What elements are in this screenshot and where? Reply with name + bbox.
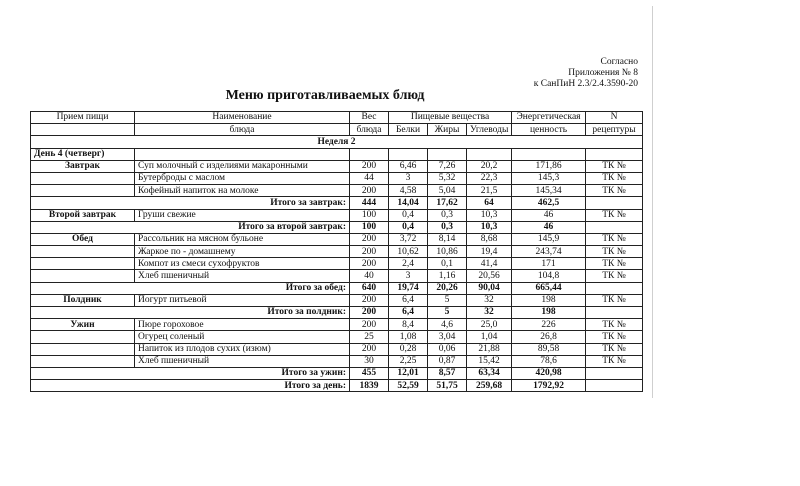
dish-energy: 198: [512, 294, 586, 306]
col-header-weight: Вес: [350, 112, 389, 124]
dish-fat: 1,16: [428, 270, 467, 282]
dish-energy: 145,34: [512, 185, 586, 197]
table-row: [31, 343, 643, 355]
dish-name: Груши свежие: [135, 209, 350, 221]
table-row: [31, 233, 643, 245]
dish-fat: 0,06: [428, 343, 467, 355]
table-cell: [31, 270, 135, 282]
table-cell: [389, 148, 428, 160]
dish-protein: 0,4: [389, 209, 428, 221]
day-total-energy: 1792,92: [512, 380, 586, 392]
dish-energy: 89,58: [512, 343, 586, 355]
dish-recipe: ТК №: [586, 246, 643, 258]
col-header-name-cont: блюда: [135, 124, 350, 136]
total-row: [31, 282, 643, 294]
dish-fat: 8,14: [428, 233, 467, 245]
dish-fat: 5: [428, 294, 467, 306]
dish-carbs: 1,04: [467, 331, 512, 343]
total-weight: 455: [350, 367, 389, 379]
dish-recipe: ТК №: [586, 331, 643, 343]
total-protein: 14,04: [389, 197, 428, 209]
meal-label: Второй завтрак: [31, 209, 135, 221]
col-header-meal: Прием пищи: [31, 112, 135, 124]
dish-weight: 25: [350, 331, 389, 343]
col-header-protein: Белки: [389, 124, 428, 136]
table-cell: [31, 343, 135, 355]
table-cell: [586, 282, 643, 294]
dish-weight: 200: [350, 233, 389, 245]
dish-weight: 44: [350, 172, 389, 184]
dish-fat: 4,6: [428, 319, 467, 331]
dish-protein: 8,4: [389, 319, 428, 331]
table-cell: [512, 148, 586, 160]
table-row: [31, 246, 643, 258]
table-cell: [31, 185, 135, 197]
dish-name: Компот из смеси сухофруктов: [135, 258, 350, 270]
dish-energy: 46: [512, 209, 586, 221]
dish-energy: 171: [512, 258, 586, 270]
dish-energy: 243,74: [512, 246, 586, 258]
dish-carbs: 25,0: [467, 319, 512, 331]
dish-name: Кофейный напиток на молоке: [135, 185, 350, 197]
dish-energy: 145,3: [512, 172, 586, 184]
table-cell: [586, 197, 643, 209]
total-energy: 420,98: [512, 367, 586, 379]
dish-recipe: ТК №: [586, 172, 643, 184]
dish-weight: 200: [350, 185, 389, 197]
table-cell: [586, 148, 643, 160]
dish-recipe: ТК №: [586, 185, 643, 197]
table-cell: [467, 148, 512, 160]
dish-energy: 78,6: [512, 355, 586, 367]
dish-weight: 200: [350, 258, 389, 270]
table-row: [31, 331, 643, 343]
dish-name: Пюре гороховое: [135, 319, 350, 331]
dish-fat: 5,32: [428, 172, 467, 184]
dish-recipe: ТК №: [586, 294, 643, 306]
total-energy: 665,44: [512, 282, 586, 294]
dish-protein: 3: [389, 270, 428, 282]
total-fat: 0,3: [428, 221, 467, 233]
col-header-name: Наименование: [135, 112, 350, 124]
dish-weight: 200: [350, 160, 389, 172]
table-row: [31, 270, 643, 282]
dish-fat: 5,04: [428, 185, 467, 197]
total-fat: 8,57: [428, 367, 467, 379]
total-energy: 462,5: [512, 197, 586, 209]
table-cell: [31, 246, 135, 258]
dish-carbs: 19,4: [467, 246, 512, 258]
dish-name: Напиток из плодов сухих (изюм): [135, 343, 350, 355]
dish-fat: 10,86: [428, 246, 467, 258]
col-header-energy-cont: ценность: [512, 124, 586, 136]
total-carbs: 10,3: [467, 221, 512, 233]
dish-weight: 200: [350, 246, 389, 258]
total-label: Итого за завтрак:: [31, 197, 350, 209]
total-weight: 444: [350, 197, 389, 209]
dish-name: Йогурт питьевой: [135, 294, 350, 306]
dish-carbs: 15,42: [467, 355, 512, 367]
total-weight: 200: [350, 307, 389, 319]
total-row: [31, 367, 643, 379]
total-label: Итого за ужин:: [31, 367, 350, 379]
table-row: [31, 160, 643, 172]
day-total-fat: 51,75: [428, 380, 467, 392]
approval-stamp: [534, 57, 638, 90]
dish-energy: 26,8: [512, 331, 586, 343]
table-row: [31, 319, 643, 331]
col-header-recipe: N: [586, 112, 643, 124]
table-cell: [586, 380, 643, 392]
total-label: Итого за обед:: [31, 282, 350, 294]
col-header-recipe-cont: рецептуры: [586, 124, 643, 136]
total-protein: 19,74: [389, 282, 428, 294]
dish-carbs: 22,3: [467, 172, 512, 184]
day-total-carbs: 259,68: [467, 380, 512, 392]
table-row: [31, 172, 643, 184]
total-energy: 198: [512, 307, 586, 319]
dish-carbs: 8,68: [467, 233, 512, 245]
dish-protein: 3,72: [389, 233, 428, 245]
total-label: Итого за полдник:: [31, 307, 350, 319]
dish-recipe: ТК №: [586, 355, 643, 367]
col-header-carbs: Углеводы: [467, 124, 512, 136]
total-protein: 0,4: [389, 221, 428, 233]
dish-energy: 226: [512, 319, 586, 331]
dish-name: Огурец соленый: [135, 331, 350, 343]
day-total-protein: 52,59: [389, 380, 428, 392]
total-energy: 46: [512, 221, 586, 233]
table-row: [31, 209, 643, 221]
total-fat: 17,62: [428, 197, 467, 209]
dish-recipe: ТК №: [586, 319, 643, 331]
total-carbs: 90,04: [467, 282, 512, 294]
approval-line: Приложения № 8: [568, 68, 638, 78]
table-row: [31, 294, 643, 306]
dish-protein: 2,4: [389, 258, 428, 270]
dish-carbs: 20,56: [467, 270, 512, 282]
dish-weight: 200: [350, 343, 389, 355]
total-row: [31, 197, 643, 209]
meal-label: Обед: [31, 233, 135, 245]
dish-carbs: 21,88: [467, 343, 512, 355]
dish-protein: 1,08: [389, 331, 428, 343]
col-header-weight-cont: блюда: [350, 124, 389, 136]
total-row: [31, 221, 643, 233]
page-title: Меню приготавливаемых блюд: [225, 88, 425, 103]
table-cell: [586, 221, 643, 233]
meal-label: Ужин: [31, 319, 135, 331]
total-fat: 20,26: [428, 282, 467, 294]
table-row: [31, 355, 643, 367]
table-cell: [350, 148, 389, 160]
table-row: [31, 258, 643, 270]
total-weight: 100: [350, 221, 389, 233]
dish-weight: 40: [350, 270, 389, 282]
dish-carbs: 21,5: [467, 185, 512, 197]
day-total-row: [31, 380, 643, 392]
dish-weight: 200: [350, 294, 389, 306]
header-cell: [31, 124, 135, 136]
dish-recipe: ТК №: [586, 160, 643, 172]
dish-protein: 6,46: [389, 160, 428, 172]
dish-energy: 145,9: [512, 233, 586, 245]
table-cell: [31, 172, 135, 184]
total-carbs: 32: [467, 307, 512, 319]
total-row: [31, 307, 643, 319]
day-total-label: Итого за день:: [31, 380, 350, 392]
table-cell: [31, 355, 135, 367]
dish-recipe: ТК №: [586, 343, 643, 355]
meal-label: Полдник: [31, 294, 135, 306]
dish-carbs: 10,3: [467, 209, 512, 221]
dish-recipe: ТК №: [586, 233, 643, 245]
dish-protein: 0,28: [389, 343, 428, 355]
col-header-nutrients: Пищевые вещества: [389, 112, 512, 124]
dish-carbs: 41,4: [467, 258, 512, 270]
dish-carbs: 32: [467, 294, 512, 306]
table-cell: [428, 148, 467, 160]
total-label: Итого за второй завтрак:: [31, 221, 350, 233]
col-header-fat: Жиры: [428, 124, 467, 136]
table-row: [31, 185, 643, 197]
week-label: Неделя 2: [31, 136, 643, 148]
dish-recipe: ТК №: [586, 258, 643, 270]
dish-weight: 100: [350, 209, 389, 221]
total-protein: 12,01: [389, 367, 428, 379]
dish-weight: 200: [350, 319, 389, 331]
dish-name: Хлеб пшеничный: [135, 270, 350, 282]
total-protein: 6,4: [389, 307, 428, 319]
page-edge-line: [652, 6, 653, 398]
dish-protein: 6,4: [389, 294, 428, 306]
day-total-weight: 1839: [350, 380, 389, 392]
table-cell: [31, 331, 135, 343]
week-row: [31, 136, 643, 148]
dish-protein: 10,62: [389, 246, 428, 258]
dish-protein: 3: [389, 172, 428, 184]
header-row: [31, 124, 643, 136]
day-label: День 4 (четверг): [31, 148, 135, 160]
day-row: [31, 148, 643, 160]
table-cell: [135, 148, 350, 160]
total-weight: 640: [350, 282, 389, 294]
approval-line: Согласно: [600, 57, 638, 67]
meal-label: Завтрак: [31, 160, 135, 172]
total-carbs: 63,34: [467, 367, 512, 379]
dish-weight: 30: [350, 355, 389, 367]
dish-name: Суп молочный с изделиями макаронными: [135, 160, 350, 172]
total-fat: 5: [428, 307, 467, 319]
dish-recipe: ТК №: [586, 209, 643, 221]
dish-fat: 0,3: [428, 209, 467, 221]
approval-line: к СанПиН 2.3/2.4.3590-20: [533, 79, 638, 89]
dish-protein: 4,58: [389, 185, 428, 197]
dish-name: Жаркое по - домашнему: [135, 246, 350, 258]
dish-name: Бутерброды с маслом: [135, 172, 350, 184]
total-carbs: 64: [467, 197, 512, 209]
dish-energy: 171,86: [512, 160, 586, 172]
dish-name: Хлеб пшеничный: [135, 355, 350, 367]
col-header-energy: Энергетическая: [512, 112, 586, 124]
dish-fat: 3,04: [428, 331, 467, 343]
dish-fat: 0,1: [428, 258, 467, 270]
dish-fat: 0,87: [428, 355, 467, 367]
dish-recipe: ТК №: [586, 270, 643, 282]
table-cell: [31, 258, 135, 270]
menu-table: [30, 111, 643, 392]
dish-energy: 104,8: [512, 270, 586, 282]
dish-carbs: 20,2: [467, 160, 512, 172]
dish-name: Рассольник на мясном бульоне: [135, 233, 350, 245]
dish-protein: 2,25: [389, 355, 428, 367]
header-row: [31, 112, 643, 124]
dish-fat: 7,26: [428, 160, 467, 172]
table-cell: [586, 367, 643, 379]
table-cell: [586, 307, 643, 319]
